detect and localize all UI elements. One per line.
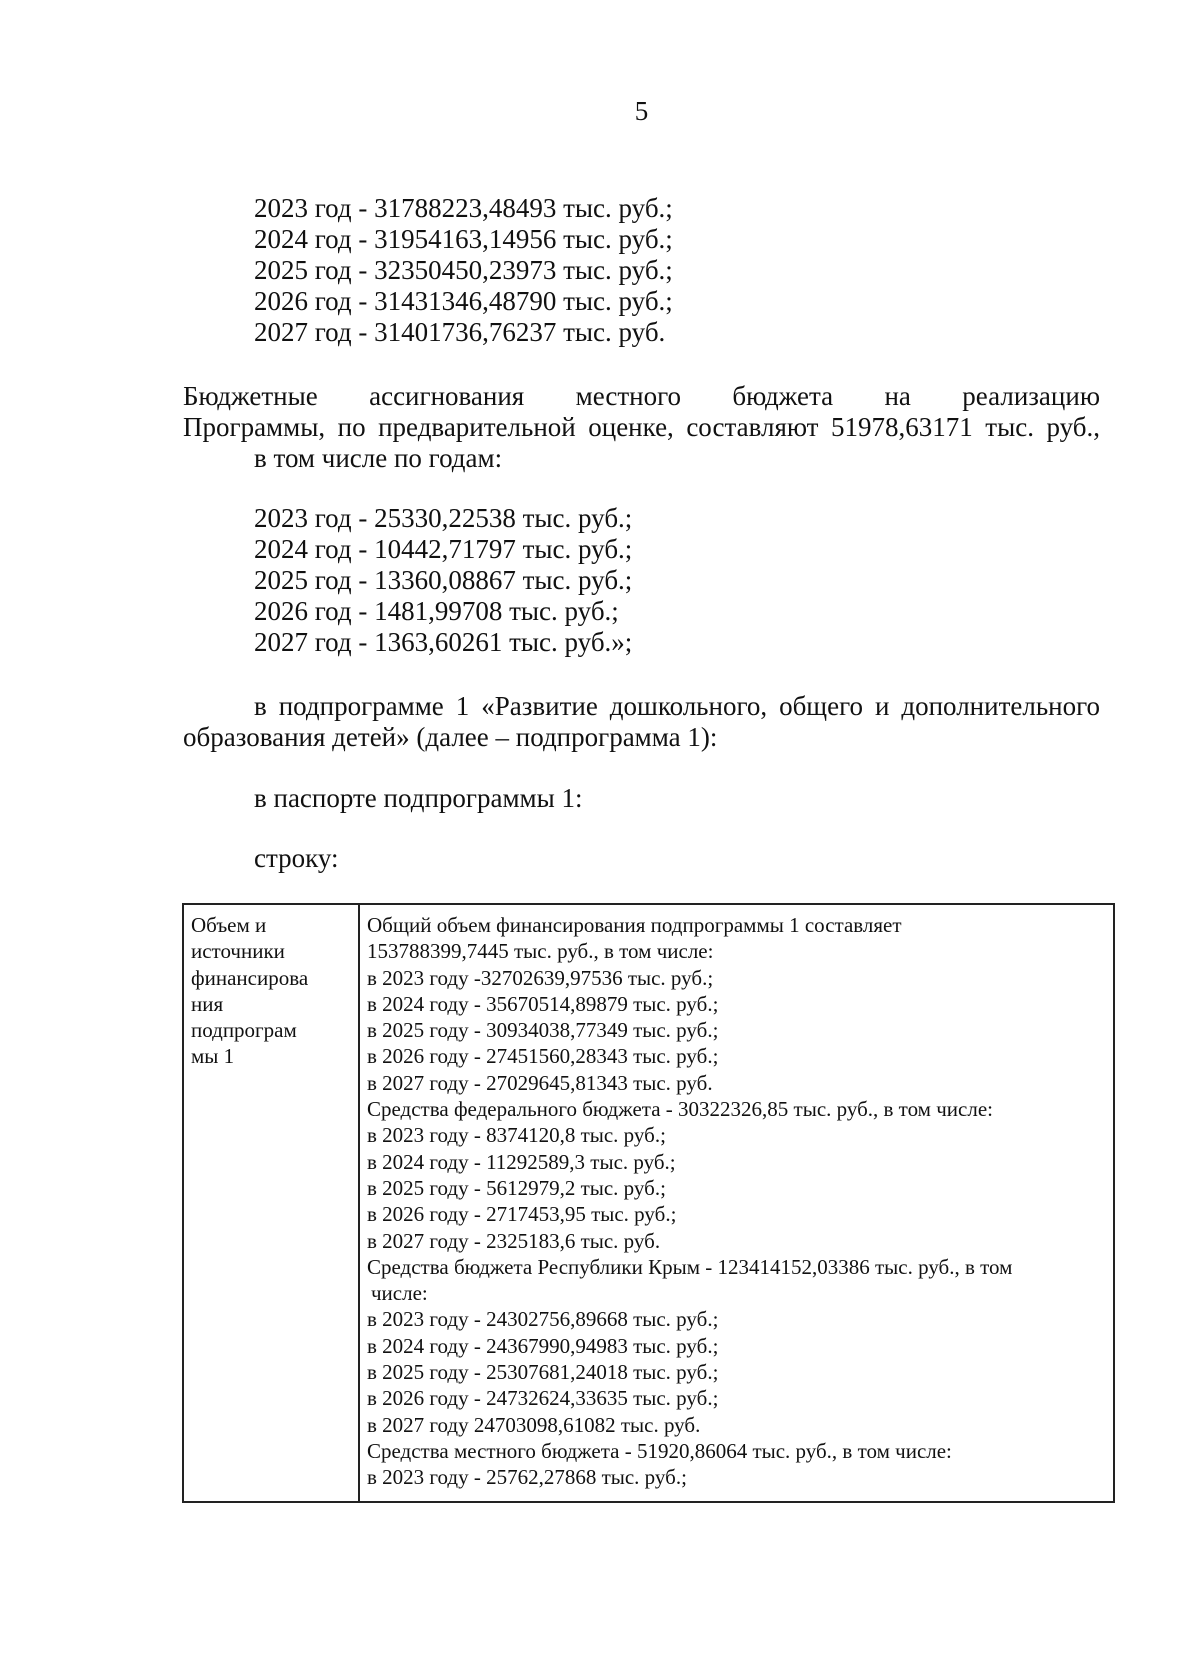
label-line: подпрограм — [191, 1018, 297, 1043]
local-budget-paragraph-line: в том числе по годам: — [254, 443, 503, 473]
year-line: 2024 год - 10442,71797 тыс. руб.; — [254, 534, 633, 564]
year-line: 2023 год - 31788223,48493 тыс. руб.; — [254, 193, 673, 223]
subprogram-paragraph-line: образования детей» (далее – подпрограмма 1): — [183, 722, 718, 752]
year-line: 2025 год - 13360,08867 тыс. руб.; — [254, 565, 633, 595]
content-line: в 2023 году - 25762,27868 тыс. руб.; — [367, 1465, 687, 1490]
total-funding-by-year-list — [254, 193, 673, 348]
content-line: в 2025 году - 5612979,2 тыс. руб.; — [367, 1175, 666, 1200]
content-line: в 2026 году - 27451560,28343 тыс. руб.; — [367, 1044, 719, 1069]
content-line: в 2027 году - 2325183,6 тыс. руб. — [367, 1228, 661, 1253]
content-line: Общий объем финансирования подпрограммы 1 составляет — [367, 913, 902, 937]
year-line: 2026 год - 1481,99708 тыс. руб.; — [254, 596, 619, 626]
label-line: Объем и — [191, 913, 267, 937]
year-line: 2023 год - 25330,22538 тыс. руб.; — [254, 503, 633, 533]
year-line: 2026 год - 31431346,48790 тыс. руб.; — [254, 286, 673, 316]
local-budget-paragraph-line: Программы, по предварительной оценке, составляют 51978,63171 тыс. руб., — [183, 412, 1100, 442]
content-line: в 2027 году - 27029645,81343 тыс. руб. — [367, 1070, 713, 1095]
content-line: в 2023 году -32702639,97536 тыс. руб.; — [367, 965, 714, 990]
label-line: мы 1 — [191, 1044, 235, 1069]
passport-table — [182, 903, 1115, 1503]
content-line: в 2023 году - 24302756,89668 тыс. руб.; — [367, 1307, 719, 1332]
content-line: в 2026 году - 2717453,95 тыс. руб.; — [367, 1202, 677, 1227]
table-cell-content — [359, 904, 1114, 1502]
label-line: источники — [191, 939, 285, 964]
content-line: в 2026 году - 24732624,33635 тыс. руб.; — [367, 1386, 719, 1411]
local-funding-by-year-list — [254, 503, 632, 658]
content-line: числе: — [371, 1281, 428, 1306]
content-line: 153788399,7445 тыс. руб., в том числе: — [367, 939, 714, 964]
content-line: Средства федерального бюджета - 30322326,85 тыс. руб., в том числе: — [367, 1097, 993, 1122]
year-line: 2024 год - 31954163,14956 тыс. руб.; — [254, 224, 673, 254]
table-row — [183, 904, 1114, 1502]
year-line: 2025 год - 32350450,23973 тыс. руб.; — [254, 255, 673, 285]
year-line: 2027 год - 31401736,76237 тыс. руб. — [254, 317, 666, 347]
page-number: 5 — [634, 96, 649, 126]
content-line: в 2024 году - 35670514,89879 тыс. руб.; — [367, 991, 719, 1016]
year-line: 2027 год - 1363,60261 тыс. руб.»; — [254, 627, 633, 657]
content-line: Средства местного бюджета - 51920,86064 тыс. руб., в том числе: — [367, 1438, 952, 1463]
subprogram-paragraph-line: в подпрограмме 1 «Развитие дошкольного, общего и дополнительного — [254, 691, 1100, 721]
content-line: в 2023 году - 8374120,8 тыс. руб.; — [367, 1123, 666, 1148]
content-line: в 2027 году 24703098,61082 тыс. руб. — [367, 1412, 701, 1437]
table-cell-label — [183, 904, 359, 1502]
label-line: ния — [191, 991, 224, 1016]
content-line: в 2025 году - 30934038,77349 тыс. руб.; — [367, 1018, 719, 1043]
passport-line: в паспорте подпрограммы 1: — [254, 783, 583, 813]
content-line: в 2025 году - 25307681,24018 тыс. руб.; — [367, 1360, 719, 1385]
label-line: финансирова — [191, 965, 309, 990]
content-line: в 2024 году - 24367990,94983 тыс. руб.; — [367, 1333, 719, 1358]
local-budget-paragraph-line: Бюджетные ассигнования местного бюджета на реализацию — [183, 381, 1100, 411]
content-line: Средства бюджета Республики Крым - 123414152,03386 тыс. руб., в том — [367, 1254, 1013, 1279]
content-line: в 2024 году - 11292589,3 тыс. руб.; — [367, 1149, 676, 1174]
row-line: строку: — [254, 843, 339, 873]
